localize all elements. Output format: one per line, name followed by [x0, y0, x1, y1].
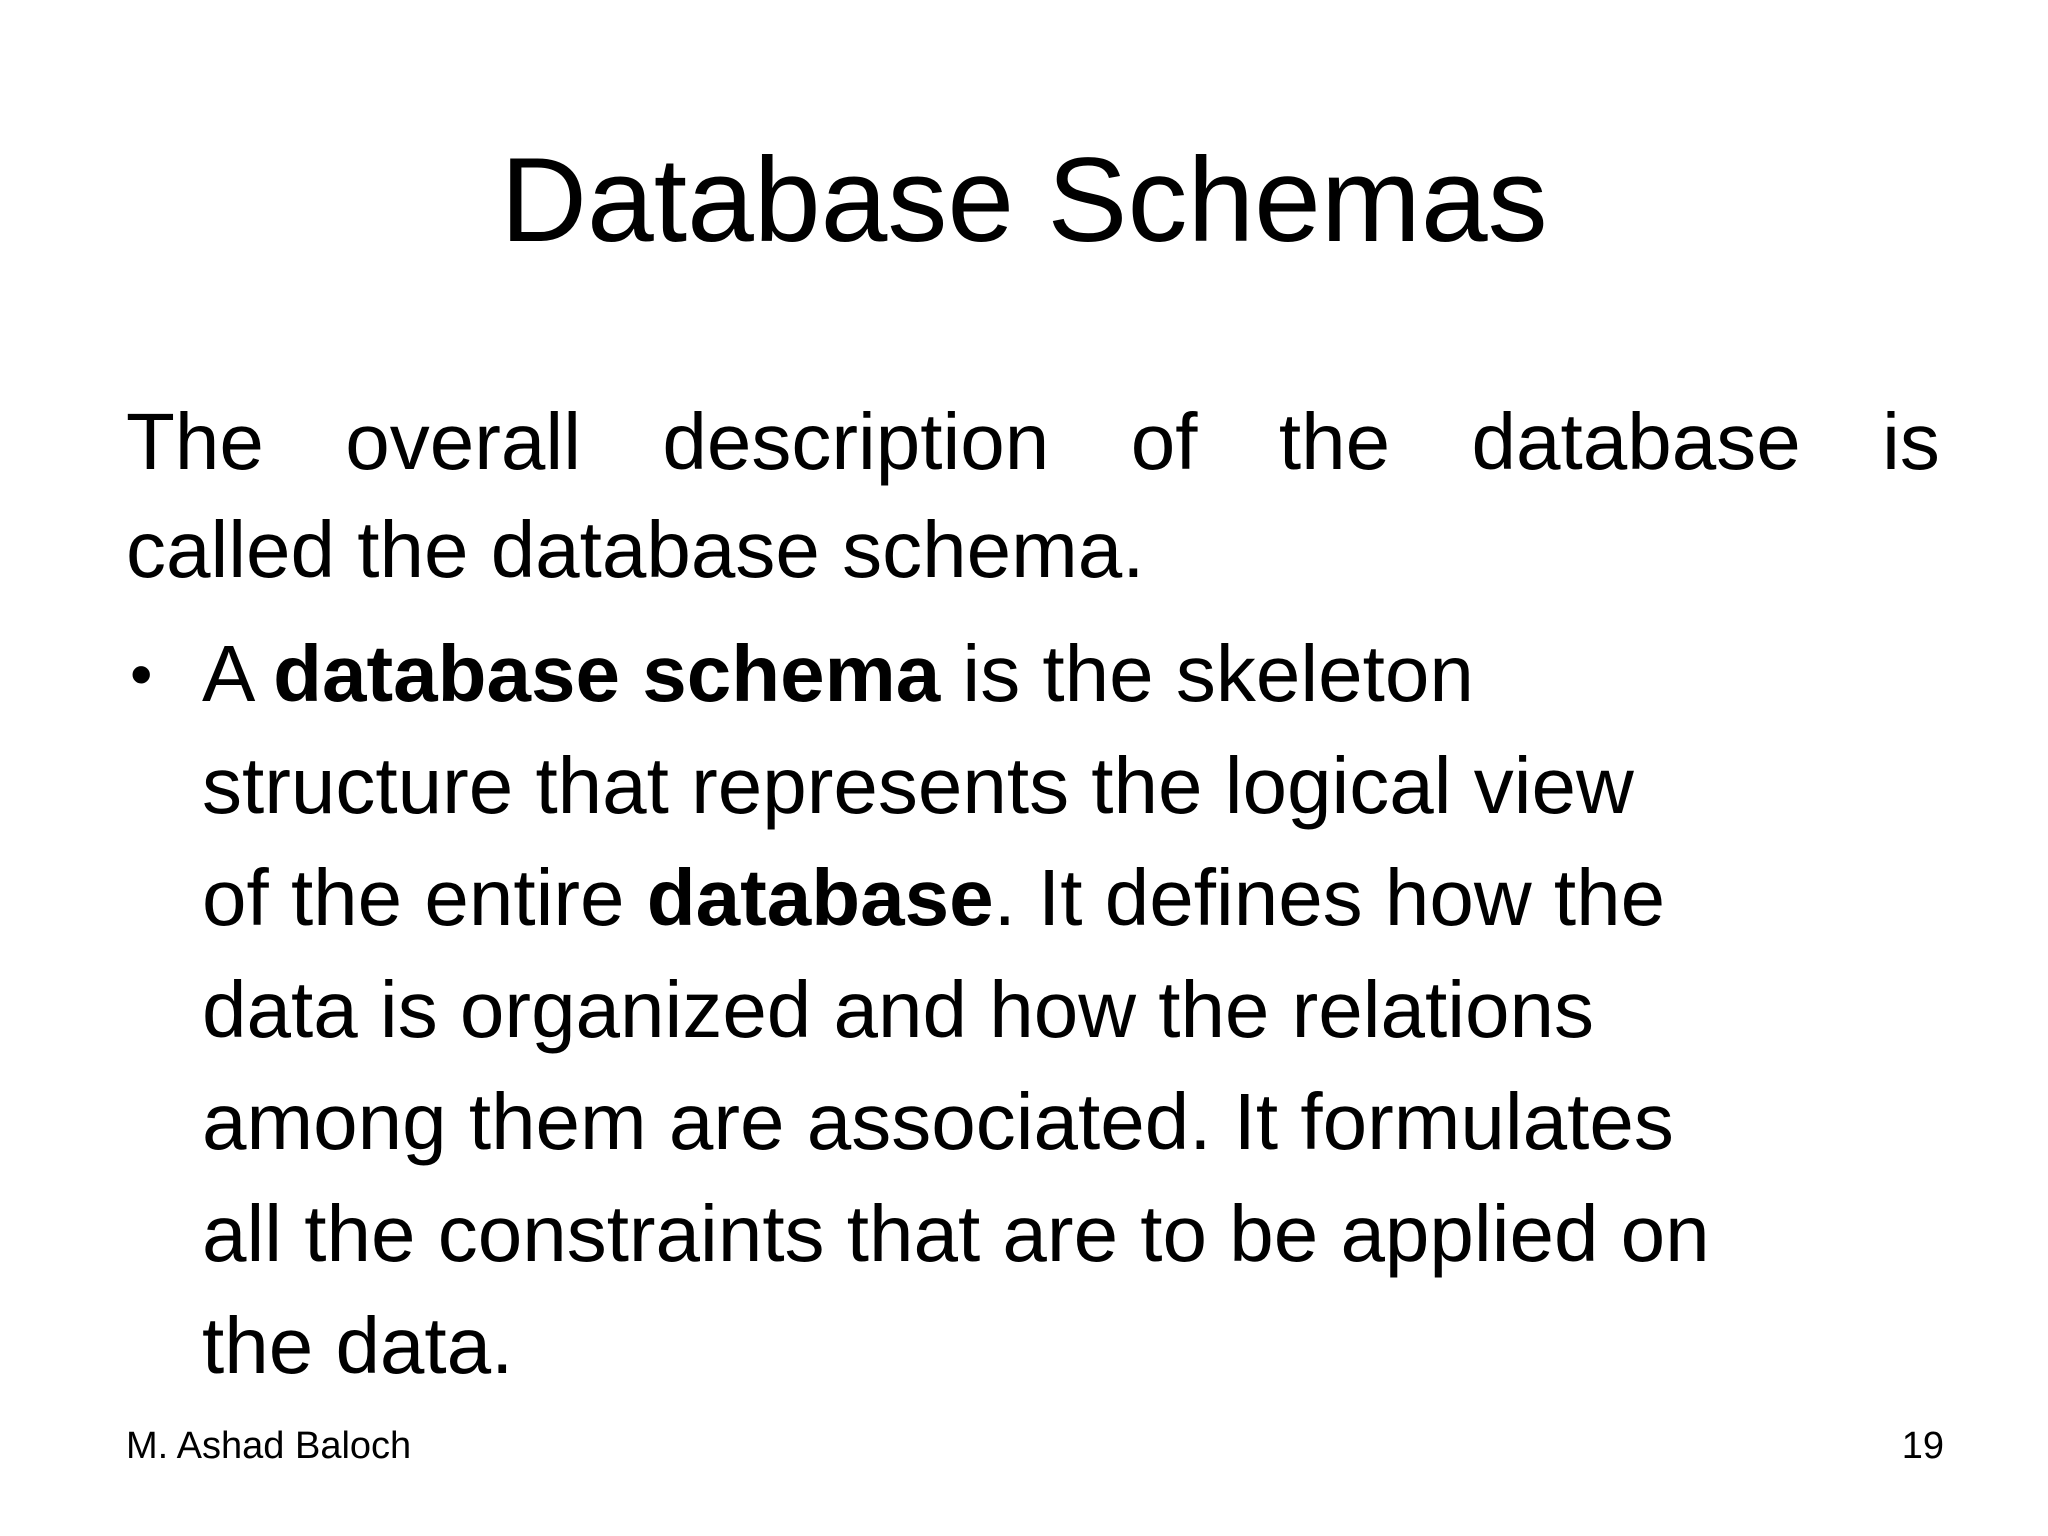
bullet-text: of the entire — [202, 853, 647, 942]
bullet-line-7: the data. — [202, 1301, 514, 1390]
bullet-line-5: among them are associated. It formulates — [202, 1077, 1674, 1166]
slide-page-number: 19 — [1901, 1425, 1944, 1467]
intro-word: The — [126, 397, 264, 486]
intro-line-1 — [126, 388, 1940, 496]
bullet-marker: • — [130, 638, 153, 710]
intro-word: the — [1278, 397, 1391, 486]
bullet-line-1 — [202, 618, 1956, 730]
bullet-line-2: structure that represents the logical view — [202, 741, 1634, 830]
bullet-text: . It defines how the — [993, 853, 1666, 942]
bold-term-database-schema: database schema — [273, 629, 941, 718]
slide-title: Database Schemas — [500, 133, 1548, 267]
bullet-line-6: all the constraints that are to be applied on — [202, 1189, 1710, 1278]
bullet-line-3 — [202, 842, 1956, 954]
intro-word: overall — [345, 397, 581, 486]
intro-word: description — [662, 397, 1050, 486]
intro-paragraph — [126, 388, 1940, 604]
bullet-item-database-schema — [126, 618, 1956, 1402]
intro-word: of — [1130, 397, 1198, 486]
bullet-text: A — [202, 629, 274, 718]
bold-term-database: database — [646, 853, 994, 942]
intro-word: database — [1471, 397, 1801, 486]
intro-line-2: called the database schema. — [126, 505, 1145, 594]
bullet-line-4: data is organized and how the relations — [202, 965, 1595, 1054]
bullet-list — [126, 618, 1956, 1402]
footer-author: M. Ashad Baloch — [126, 1425, 412, 1467]
intro-word: is — [1882, 397, 1940, 486]
bullet-text: is the skeleton — [940, 629, 1474, 718]
